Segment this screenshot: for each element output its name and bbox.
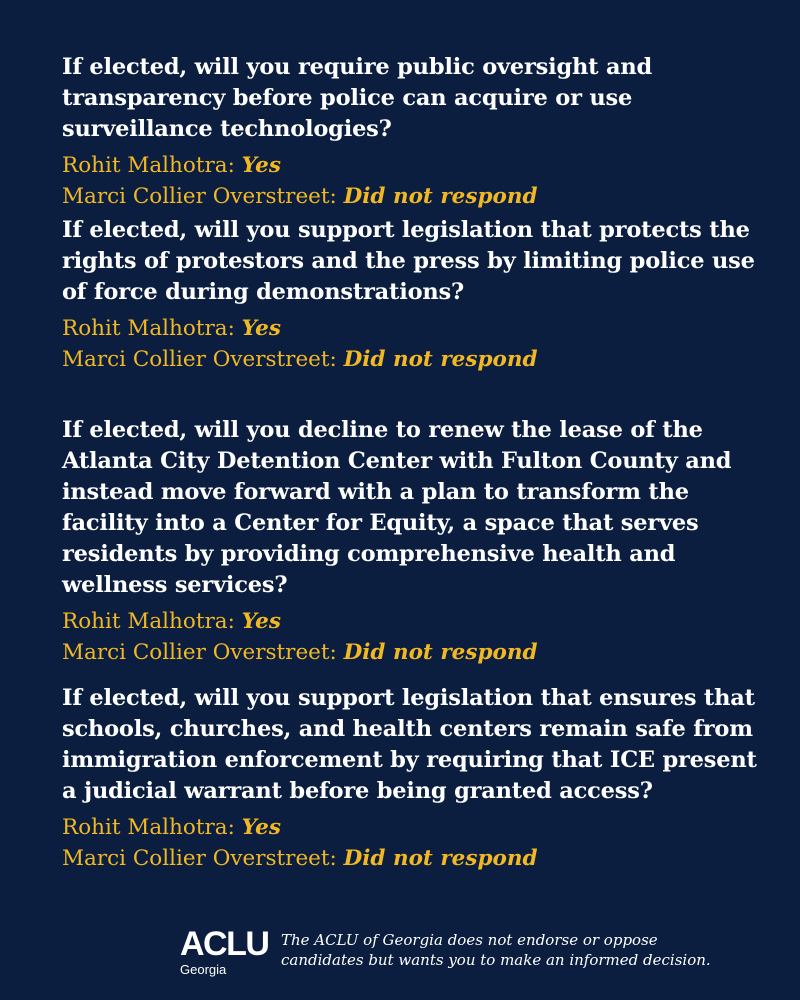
answer-line	[62, 844, 762, 875]
question-text: If elected, will you support legislation that protects the rights of protestors and the press by limiting police use of force during demonstrations?	[62, 217, 755, 305]
candidate-name: Rohit Malhotra:	[62, 815, 235, 840]
answer-line	[62, 813, 762, 844]
answer-line	[62, 638, 762, 669]
candidate-name: Marci Collier Overstreet:	[62, 845, 337, 871]
qa-block-3	[62, 415, 762, 668]
candidate-response: Yes	[241, 316, 281, 341]
candidate-name: Marci Collier Overstreet:	[62, 346, 337, 372]
candidate-response: Did not respond	[343, 346, 538, 372]
footer	[180, 927, 740, 987]
candidate-response: Did not respond	[343, 845, 538, 871]
candidate-name: Marci Collier Overstreet:	[62, 183, 337, 209]
candidate-name: Rohit Malhotra:	[62, 316, 235, 341]
candidate-response: Did not respond	[343, 183, 538, 209]
qa-block-1	[62, 52, 762, 212]
logo-subtext: Georgia	[180, 962, 227, 977]
answer-line	[62, 182, 762, 213]
qa-block-4	[62, 683, 762, 874]
answer-line	[62, 314, 762, 345]
candidate-response: Yes	[241, 153, 281, 178]
question-text: If elected, will you decline to renew the lease of the Atlanta City Detention Center with Fulton County and instead move forward with a plan to transform the facility into a Center for Equity, a space that serves residents by providing comprehensive health and wellness services?	[62, 417, 732, 598]
answer-line	[62, 151, 762, 182]
candidate-name: Rohit Malhotra:	[62, 609, 235, 634]
candidate-name: Marci Collier Overstreet:	[62, 639, 337, 665]
question-text: If elected, will you support legislation that ensures that schools, churches, and health centers remain safe from immigration enforcement by requiring that ICE present a judicial warrant before being granted access?	[62, 685, 757, 804]
answer-line	[62, 607, 762, 638]
candidate-name: Rohit Malhotra:	[62, 153, 235, 178]
candidate-response: Did not respond	[343, 639, 538, 665]
logo-wordmark: ACLU	[180, 925, 269, 963]
qa-block-2	[62, 215, 762, 375]
candidate-response: Yes	[241, 815, 281, 840]
question-text: If elected, will you require public oversight and transparency before police can acquire or use surveillance technologies?	[62, 54, 653, 142]
aclu-georgia-logo	[180, 925, 269, 979]
answer-line	[62, 345, 762, 376]
disclaimer-text: The ACLU of Georgia does not endorse or oppose candidates but wants you to make an informed decision.	[281, 931, 711, 969]
candidate-response: Yes	[241, 609, 281, 634]
